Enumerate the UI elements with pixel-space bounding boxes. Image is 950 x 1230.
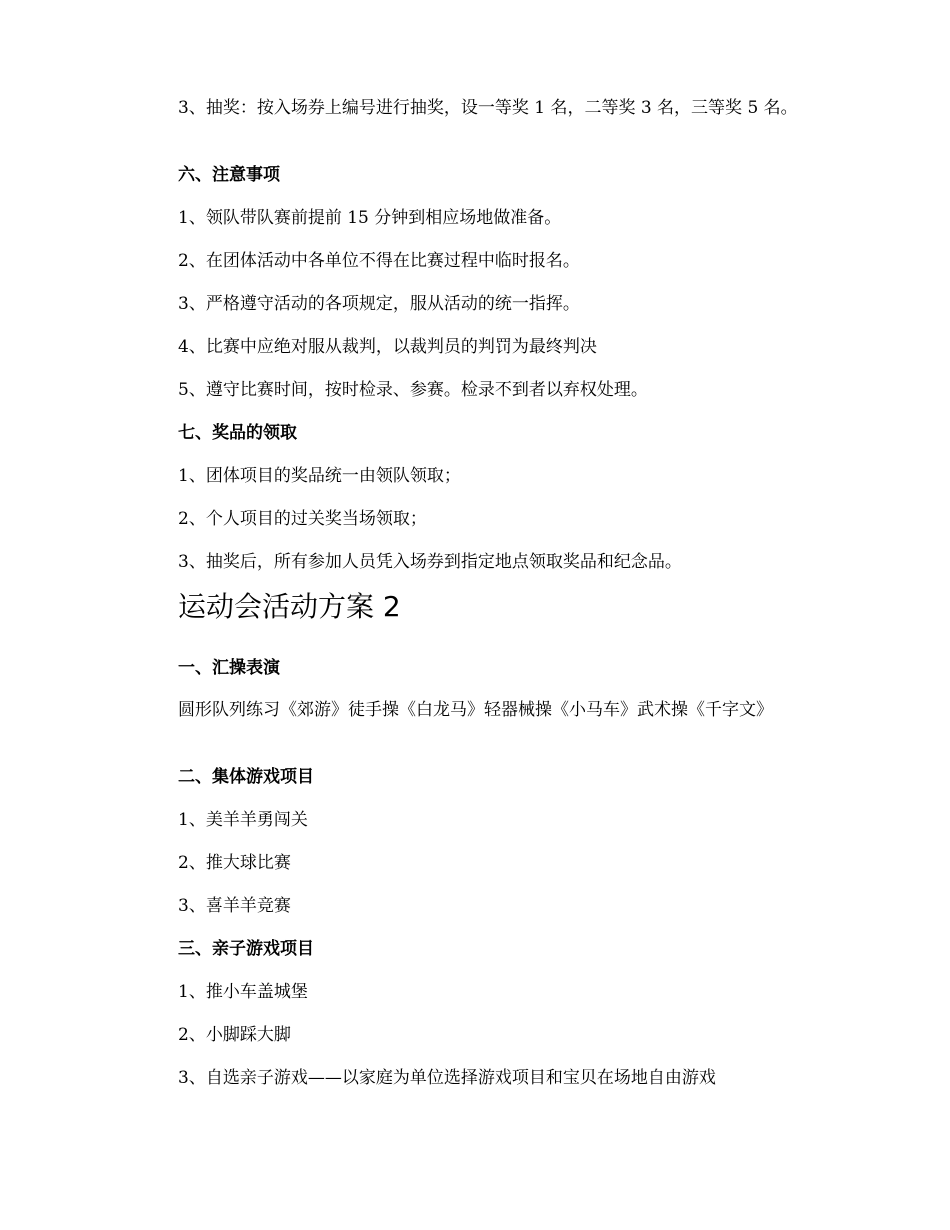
section-heading-exercise-show: 一、汇操表演 [178, 658, 280, 678]
list-item: 2、小脚踩大脚 [178, 1025, 291, 1045]
list-item: 1、推小车盖城堡 [178, 982, 308, 1002]
list-item: 1、领队带队赛前提前 15 分钟到相应场地做准备。 [178, 208, 562, 228]
list-item: 5、遵守比赛时间，按时检录、参赛。检录不到者以弃权处理。 [178, 380, 648, 400]
section-heading-group-games: 二、集体游戏项目 [178, 767, 314, 787]
list-item: 3、自选亲子游戏——以家庭为单位选择游戏项目和宝贝在场地自由游戏 [178, 1068, 716, 1088]
section-heading-parent-child-games: 三、亲子游戏项目 [178, 939, 314, 959]
list-item: 3、喜羊羊竞赛 [178, 896, 291, 916]
exercise-show-paragraph: 圆形队列练习《郊游》徒手操《白龙马》轻器械操《小马车》武术操《千字文》 [178, 700, 773, 720]
list-item: 1、美羊羊勇闯关 [178, 810, 308, 830]
section-heading-prizes: 七、奖品的领取 [178, 423, 297, 443]
list-item: 3、抽奖后，所有参加人员凭入场券到指定地点领取奖品和纪念品。 [178, 552, 682, 572]
list-item: 2、推大球比赛 [178, 853, 291, 873]
list-item: 3、严格遵守活动的各项规定，服从活动的统一指挥。 [178, 294, 580, 314]
document-title: 运动会活动方案 2 [178, 590, 401, 623]
list-item: 4、比赛中应绝对服从裁判，以裁判员的判罚为最终判决 [178, 337, 597, 357]
list-item: 2、在团体活动中各单位不得在比赛过程中临时报名。 [178, 251, 580, 271]
list-item: 2、个人项目的过关奖当场领取； [178, 509, 427, 529]
list-item: 1、团体项目的奖品统一由领队领取； [178, 466, 461, 486]
section-heading-precautions: 六、注意事项 [178, 165, 280, 185]
lottery-paragraph: 3、抽奖：按入场券上编号进行抽奖，设一等奖 1 名，二等奖 3 名，三等奖 5 名。 [178, 98, 798, 118]
